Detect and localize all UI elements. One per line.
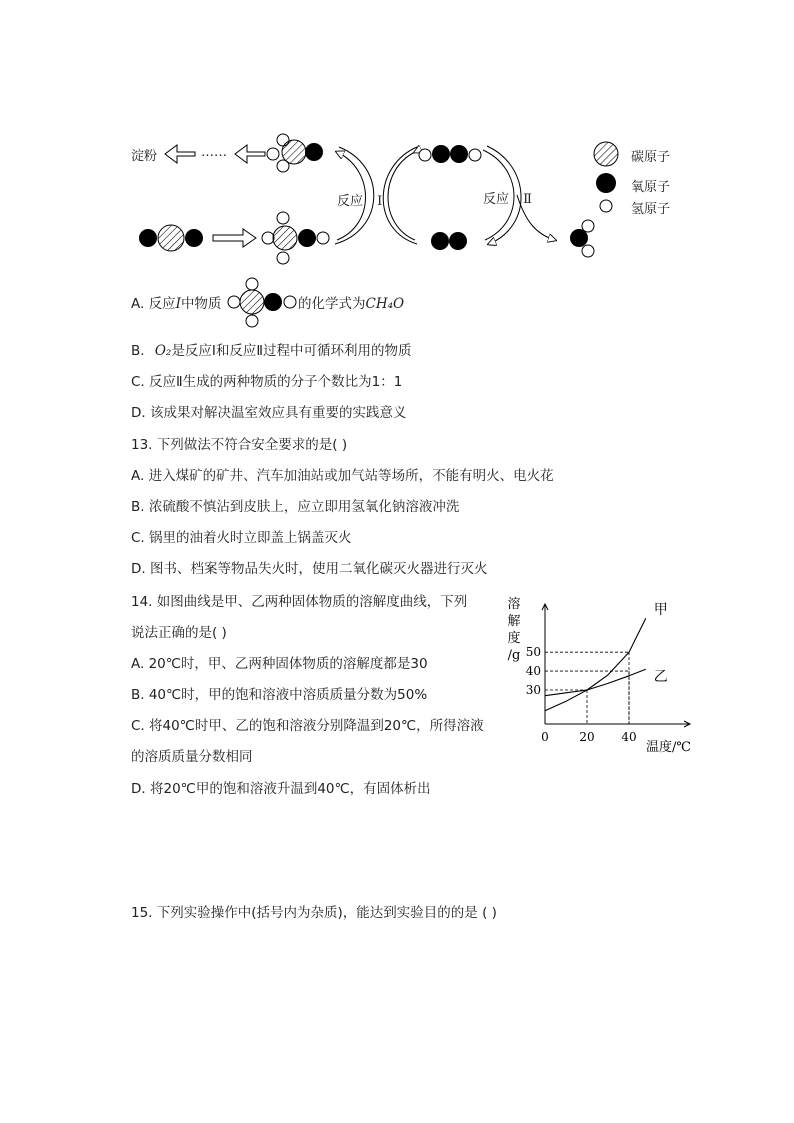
y-tick-label: 30 <box>525 682 541 697</box>
reaction-1-label <box>337 190 382 209</box>
y-tick-label: 50 <box>525 645 541 660</box>
series-line-1 <box>545 669 646 696</box>
hollow-arrow-left-2 <box>235 145 265 163</box>
molecule-water <box>570 220 594 257</box>
option-b-letter: B. <box>131 343 145 359</box>
chart-series <box>545 602 668 711</box>
molecule-co2 <box>139 225 203 251</box>
option-a-formula: CH₄O <box>365 296 405 312</box>
series-label-1: 乙 <box>653 669 668 686</box>
y-axis-label-char: 度 <box>507 631 521 646</box>
reaction-2-number: Ⅱ <box>523 192 532 207</box>
reaction-2-label <box>483 188 532 207</box>
option-a-roman: I <box>175 296 181 312</box>
x-tick-label: 40 <box>621 730 637 744</box>
x-tick-label: 20 <box>579 730 595 744</box>
q14-option-c-line1: C. 将40℃时甲、乙的饱和溶液分别降温到20℃，所得溶液 <box>131 718 484 734</box>
ellipsis-label: …… <box>201 145 227 160</box>
option-a-suffix: 的化学式为 <box>298 296 366 312</box>
reaction-1-prefix: 反应 <box>337 194 364 209</box>
option-b-formula: O₂ <box>154 343 172 359</box>
reaction-1-number: Ⅰ <box>377 194 383 209</box>
option-a-mid: 中物质 <box>180 296 222 312</box>
q12-option-c: C. 反应Ⅱ生成的两种物质的分子个数比为1：1 <box>131 374 403 390</box>
q12-option-a <box>131 295 221 313</box>
x-axis-label: 温度/℃ <box>646 740 691 755</box>
q14-stem-line1: 14. 如图曲线是甲、乙两种固体物质的溶解度曲线，下列 <box>131 594 468 610</box>
q14-option-d: D. 将20℃甲的饱和溶液升温到40℃，有固体析出 <box>131 781 431 797</box>
q12-option-d: D. 该成果对解决温室效应具有重要的实践意义 <box>131 405 407 421</box>
q14-option-a: A. 20℃时，甲、乙两种固体物质的溶解度都是30 <box>131 656 428 672</box>
molecule-o2 <box>431 232 467 250</box>
molecule-oxygen-chain <box>419 145 481 163</box>
legend-hydrogen-label: 氢原子 <box>631 202 671 217</box>
q14-option-b: B. 40℃时，甲的饱和溶液中溶质质量分数为50% <box>131 687 428 703</box>
starch-label: 淀粉 <box>131 149 158 164</box>
legend-oxygen-label: 氧原子 <box>631 180 671 195</box>
q13-stem: 13. 下列做法不符合安全要求的是( ) <box>131 437 348 453</box>
option-a-prefix: A. 反应 <box>131 296 176 312</box>
y-axis-label-char: 溶 <box>507 597 521 612</box>
y-axis-label-char: 解 <box>507 614 521 629</box>
series-label-0: 甲 <box>653 602 668 619</box>
q14-option-c-line2: 的溶质质量分数相同 <box>131 749 253 765</box>
q13-option-d: D. 图书、档案等物品失火时，使用二氧化碳灭火器进行灭火 <box>131 561 488 577</box>
hollow-arrow-right <box>213 229 256 247</box>
q13-option-a: A. 进入煤矿的矿井、汽车加油站或加气站等场所，不能有明火、电火花 <box>131 468 554 484</box>
hollow-arrow-left-1 <box>165 145 195 163</box>
q15-stem: 15. 下列实验操作中(括号内为杂质)，能达到实验目的的是 ( ) <box>131 905 497 921</box>
molecule-methanol-top <box>267 134 323 172</box>
chart-guide-lines <box>545 652 629 724</box>
q14-stem-line2: 说法正确的是( ) <box>131 625 227 641</box>
option-a-molecule <box>226 276 300 330</box>
legend-carbon-label: 碳原子 <box>631 150 671 165</box>
y-tick-label: 40 <box>525 664 541 679</box>
molecule-methanol-bottom <box>262 212 329 264</box>
series-line-0 <box>545 618 646 711</box>
option-b-text: 是反应Ⅰ和反应Ⅱ过程中可循环利用的物质 <box>171 343 412 359</box>
q13-option-c: C. 锅里的油着火时立即盖上锅盖灭火 <box>131 530 352 546</box>
legend-symbols <box>594 142 618 212</box>
q13-option-b: B. 浓硫酸不慎沾到皮肤上，应立即用氢氧化钠溶液冲洗 <box>131 499 460 515</box>
reaction-2-prefix: 反应 <box>483 192 510 207</box>
q12-option-a-tail <box>298 295 404 313</box>
y-axis-label-char: /g <box>507 648 521 663</box>
q12-option-b <box>131 342 411 360</box>
solubility-chart <box>500 592 700 767</box>
x-tick-label: 0 <box>541 730 549 744</box>
